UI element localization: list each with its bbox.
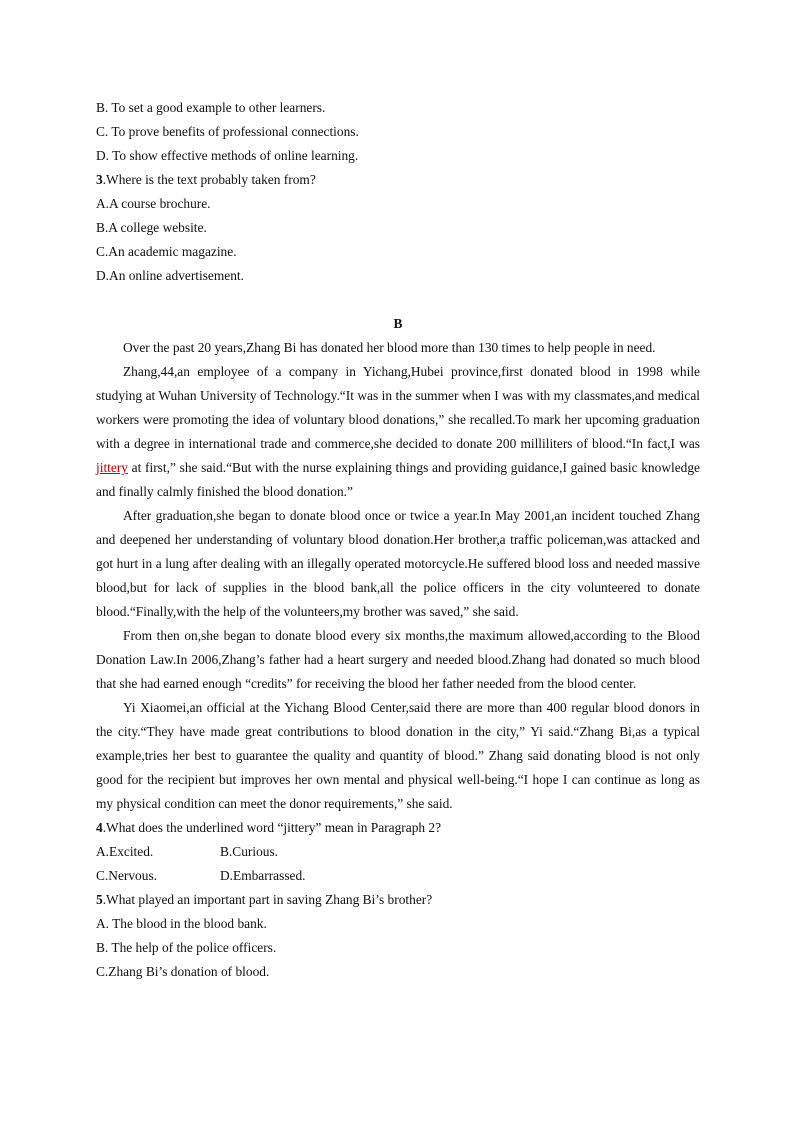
q4-option-c: C.Nervous. [96, 868, 157, 883]
question-4-text: .What does the underlined word “jittery” mean in Paragraph 2? [102, 820, 442, 835]
paragraph-2-text-start: Zhang,44,an employee of a company in Yichang,Hubei province,first donated blood in 1998 while studying at Wuhan University of Technology.“It was in the summer when I was with my classmates,and medical workers were promoting the idea of voluntary blood donations,” she recalled.To mark her upcoming graduation with a degree in international trade and commerce,she decided to donate 200 milliliters of blood.“In fact,I was [96, 364, 700, 451]
question-4-number: 4 [96, 820, 103, 835]
passage-paragraph-2 [96, 360, 700, 504]
q4-options-row-2 [96, 864, 700, 888]
passage-paragraph-4: From then on,she began to donate blood every six months,the maximum allowed,according to the Blood Donation Law.In 2006,Zhang’s father had a heart surgery and needed blood.Zhang had donated so much blood that she had earned enough “credits” for receiving the blood her father needed from the blood center. [96, 628, 700, 691]
question-5-text: .What played an important part in saving Zhang Bi’s brother? [102, 892, 433, 907]
q5-option-c: C.Zhang Bi’s donation of blood. [96, 964, 270, 979]
q2-option-d: D. To show effective methods of online learning. [96, 148, 359, 163]
question-3 [96, 168, 700, 192]
q5-option-a: A. The blood in the blood bank. [96, 916, 267, 931]
document-page [96, 96, 700, 984]
q3-option-d: D.An online advertisement. [96, 268, 245, 283]
q2-option-c: C. To prove benefits of professional connections. [96, 124, 359, 139]
question-3-number: 3 [96, 172, 103, 187]
paragraph-2-text-end: at first,” she said.“But with the nurse explaining things and providing guidance,I gained basic knowledge and finally calmly finished the blood donation.” [96, 460, 700, 499]
passage-paragraph-5: Yi Xiaomei,an official at the Yichang Blood Center,said there are more than 400 regular blood donors in the city.“They have made great contributions to blood donation in the city,” Yi said.“Zhang Bi,as a typical example,tries her best to guarantee the quality and quantity of blood.” Zhang said donating blood is not only good for the recipient but improves her own mental and physical well-being.“I hope I can continue as long as my physical condition can meet the donor requirements,” she said. [96, 700, 700, 811]
question-5 [96, 888, 700, 912]
section-title: B [393, 316, 403, 331]
underlined-word: jittery [96, 460, 128, 475]
q3-option-c: C.An academic magazine. [96, 244, 237, 259]
q4-option-a: A.Excited. [96, 844, 154, 859]
question-4 [96, 816, 700, 840]
q2-option-b: B. To set a good example to other learners. [96, 100, 326, 115]
q4-option-b: B.Curious. [220, 844, 279, 859]
q3-option-b: B.A college website. [96, 220, 207, 235]
question-3-text: .Where is the text probably taken from? [102, 172, 316, 187]
section-gap [96, 288, 700, 312]
passage-paragraph-3: After graduation,she began to donate blood once or twice a year.In May 2001,an incident touched Zhang and deepened her understanding of voluntary blood donation.Her brother,a traffic policeman,was attacked and got hurt in a lung after dealing with an illegally operated motorcycle.He suffered blood loss and needed massive blood,but for lack of supplies in the blood bank,all the police officers in the city volunteered to donate blood.“Finally,with the help of the volunteers,my brother was saved,” she said. [96, 508, 700, 619]
question-5-number: 5 [96, 892, 103, 907]
passage-paragraph-1: Over the past 20 years,Zhang Bi has donated her blood more than 130 times to help people in need. [123, 340, 656, 355]
q4-options-row-1 [96, 840, 700, 864]
q5-option-b: B. The help of the police officers. [96, 940, 277, 955]
q4-option-d: D.Embarrassed. [220, 868, 306, 883]
q3-option-a: A.A course brochure. [96, 196, 211, 211]
